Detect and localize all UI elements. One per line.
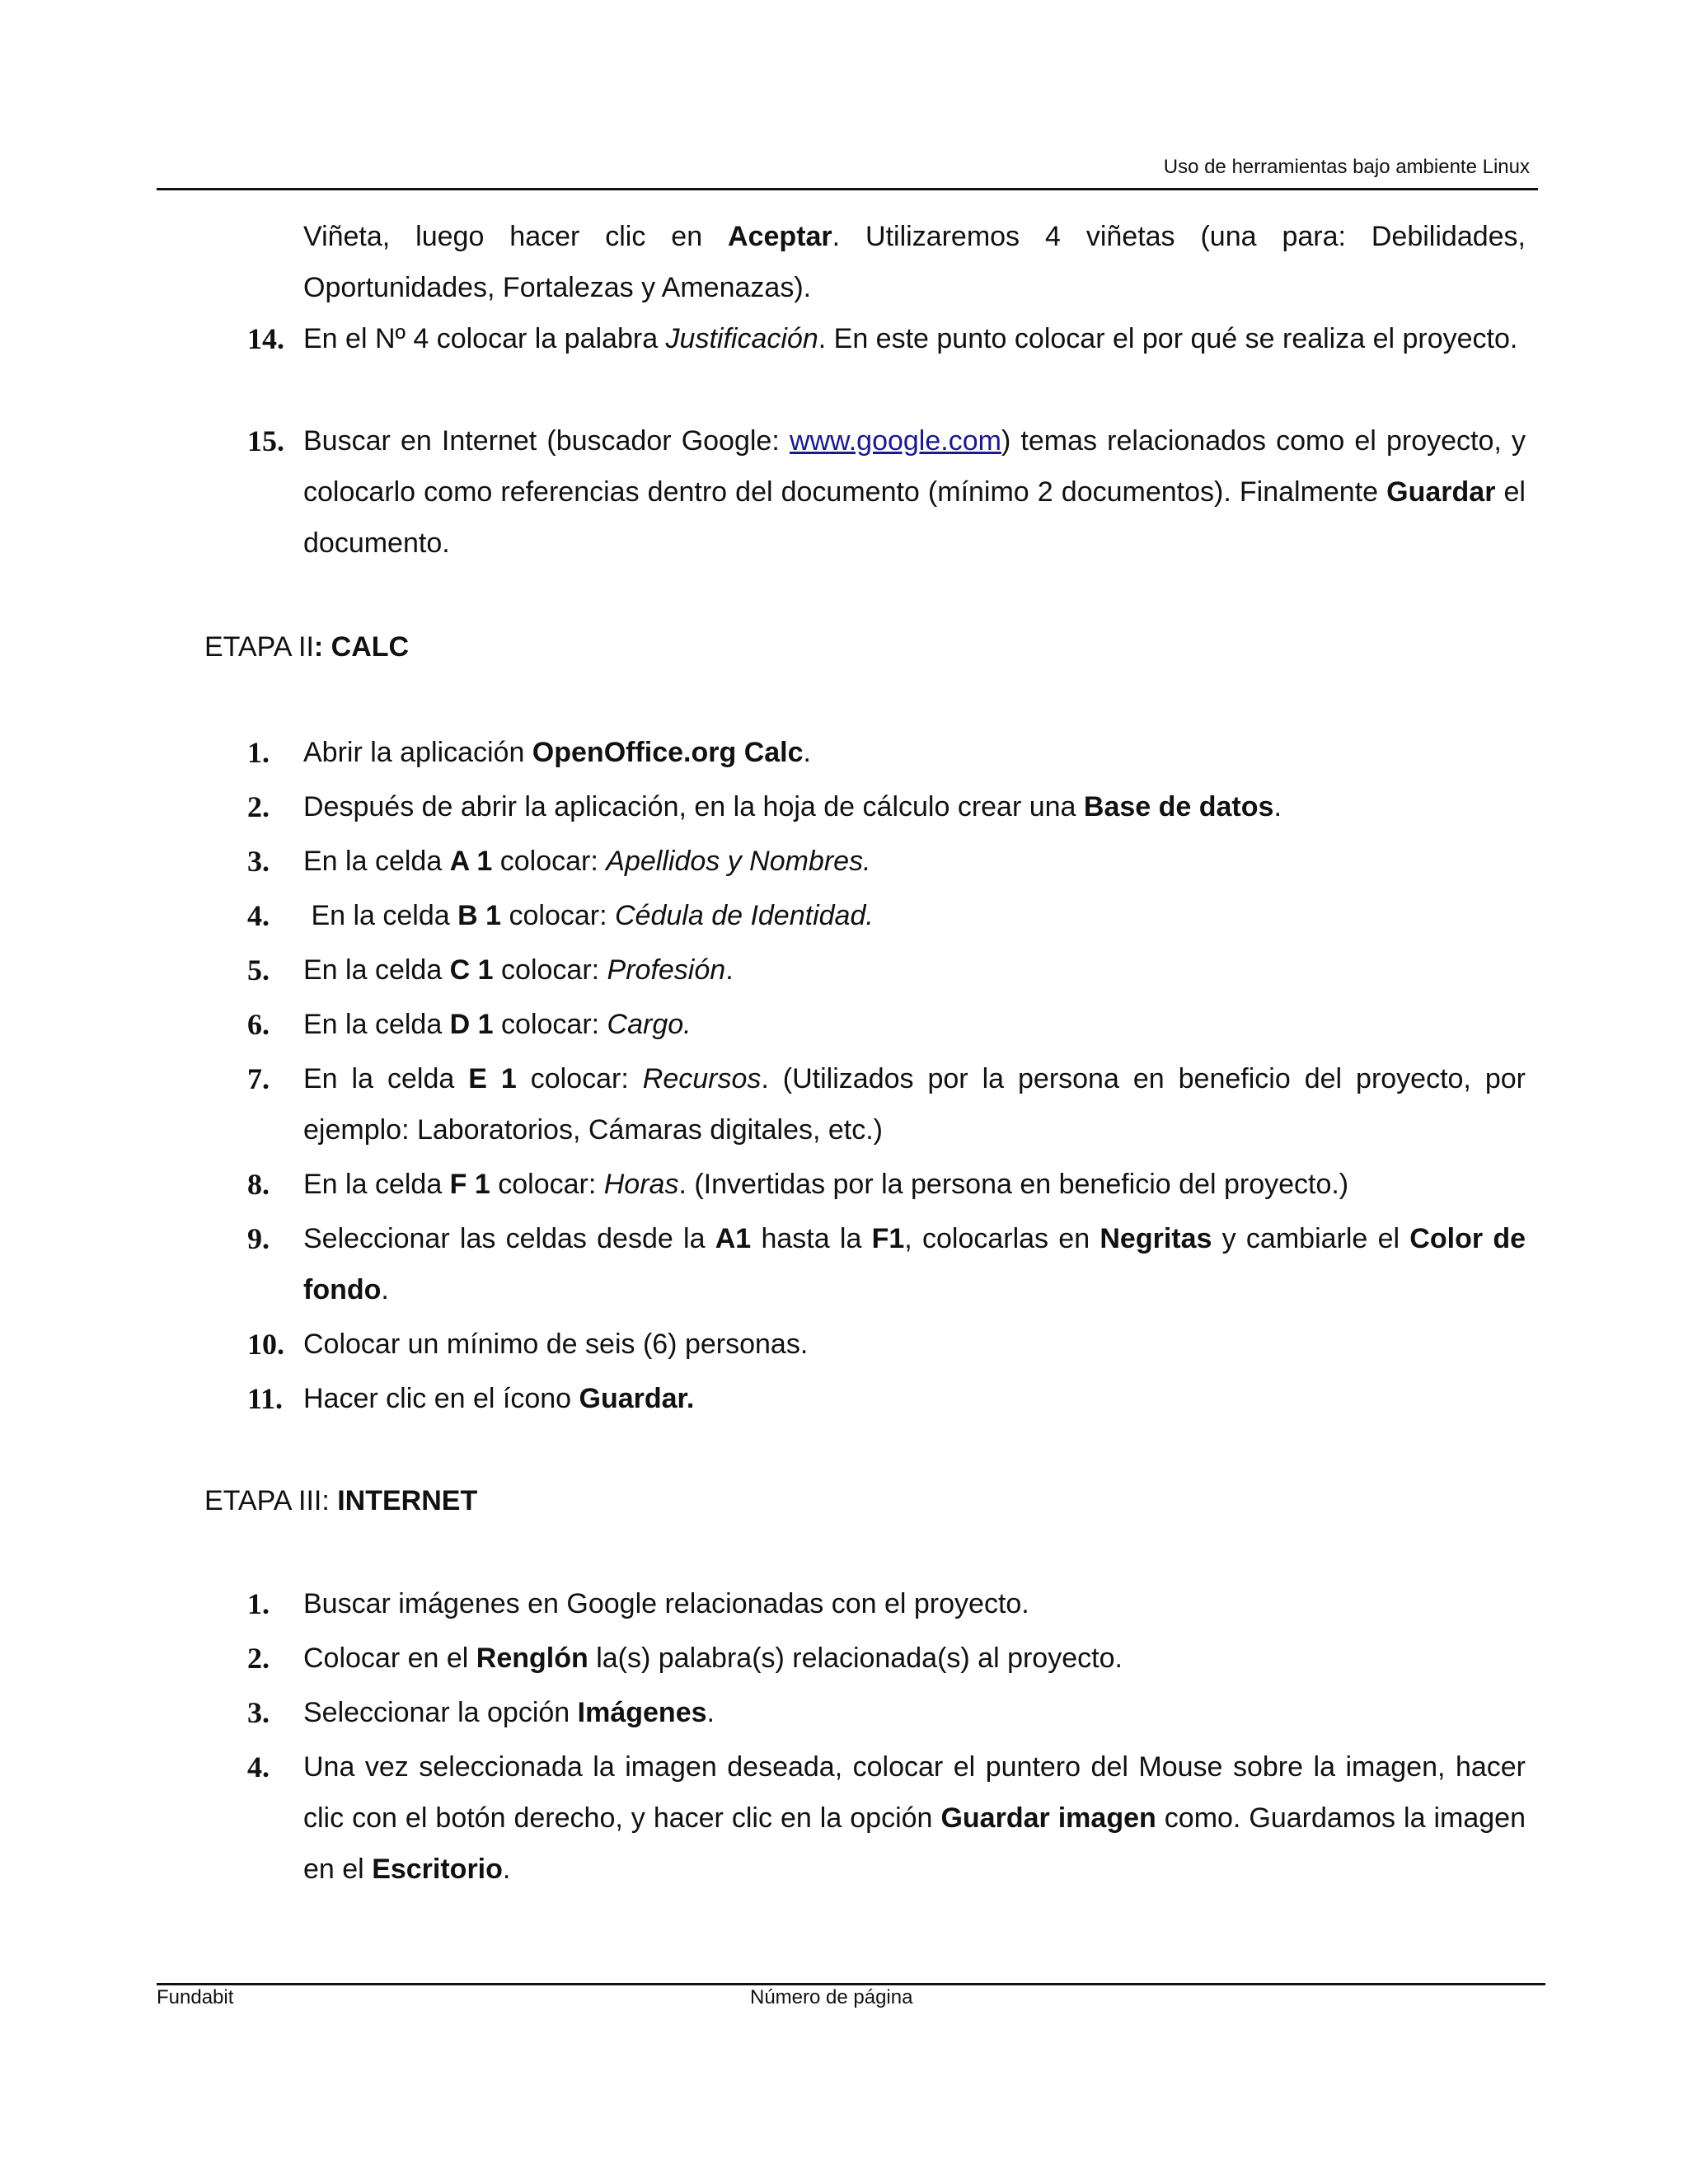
list-item-text — [303, 1633, 1526, 1684]
text-span: Seleccionar la opción — [303, 1697, 578, 1728]
calc-item-1 — [247, 727, 1526, 778]
italic-span: Cédula de Identidad. — [615, 900, 874, 931]
text-span: Colocar un mínimo de seis (6) personas. — [303, 1329, 809, 1360]
list-number: 2. — [247, 1642, 270, 1675]
bold-span: Aceptar — [728, 221, 832, 252]
calc-item-11 — [247, 1373, 1526, 1424]
list-number: 3. — [247, 1696, 270, 1729]
list-number: 4. — [247, 1750, 270, 1783]
italic-span: Justificación — [665, 323, 818, 354]
text-span: . — [706, 1697, 715, 1728]
calc-item-8 — [247, 1159, 1526, 1210]
bold-span: A1 — [715, 1223, 752, 1254]
bold-span: OpenOffice.org Calc — [532, 737, 804, 768]
list-item-text — [303, 727, 1526, 778]
text-span: colocar: — [490, 1169, 604, 1200]
text-span: Colocar en el — [303, 1643, 476, 1674]
text-span: colocar: — [492, 846, 607, 877]
text-span: colocar: — [501, 900, 615, 931]
text-span: . (Invertidas por la persona en beneficio del proyecto.) — [678, 1169, 1349, 1200]
italic-span: Recursos — [642, 1063, 762, 1094]
text-span: Una vez seleccionada la imagen deseada, colocar el puntero del Mouse sobre la imagen, hacer clic con el botón derecho, y hacer clic en la opción — [303, 1751, 1526, 1834]
text-span: . — [381, 1274, 389, 1305]
list-number: 15. — [247, 424, 284, 457]
stage-label: ETAPA III: — [204, 1485, 338, 1516]
calc-item-5 — [247, 944, 1526, 996]
list-item-text — [303, 781, 1526, 832]
text-span: Después de abrir la aplicación, en la hoja de cálculo crear una — [303, 791, 1084, 823]
italic-span: Horas — [603, 1169, 679, 1200]
calc-item-7 — [247, 1053, 1526, 1155]
list-item-15 — [247, 415, 1526, 569]
text-span: . En este punto colocar el por qué se realiza el proyecto. — [818, 323, 1518, 354]
text-span: Viñeta, luego hacer clic en — [303, 221, 729, 252]
text-span: Buscar en Internet (buscador Google: — [303, 425, 790, 457]
bold-span: B 1 — [457, 900, 502, 931]
list-number: 9. — [247, 1222, 270, 1255]
bold-span: Base de datos — [1083, 791, 1274, 823]
text-span: el documento. — [303, 476, 1526, 559]
list-item-text — [303, 313, 1526, 364]
internet-item-1 — [247, 1578, 1526, 1629]
list-item-text — [303, 999, 1526, 1050]
list-number: 1. — [247, 736, 270, 769]
text-span: . — [725, 954, 734, 986]
text-span: y cambiarle el — [1212, 1223, 1410, 1254]
bold-span: F1 — [871, 1223, 905, 1254]
calc-item-2 — [247, 781, 1526, 832]
text-span: ) temas relacionados como el proyecto, y colocarlo como referencias dentro del documento (mínimo 2 documentos). Finalmente — [303, 425, 1526, 508]
header-divider — [157, 188, 1538, 190]
text-span: En la celda — [303, 900, 458, 931]
list-number: 6. — [247, 1008, 270, 1041]
bold-span: Escritorio — [372, 1854, 503, 1885]
text-span: En la celda — [303, 1169, 450, 1200]
list-number: 11. — [247, 1382, 284, 1415]
text-span: . (Utilizados por la persona en beneficio del proyecto, por ejemplo: Laboratorios, Cámaras digitales, etc.) — [303, 1063, 1526, 1146]
text-span: la(s) palabra(s) relacionada(s) al proyecto. — [588, 1643, 1123, 1674]
text-span: En la celda — [303, 954, 450, 986]
calc-item-6 — [247, 999, 1526, 1050]
list-number: 2. — [247, 790, 270, 823]
bold-span: E 1 — [468, 1063, 517, 1094]
text-span: , colocarlas en — [904, 1223, 1100, 1254]
list-item-text — [303, 890, 1526, 941]
stage-title: INTERNET — [337, 1485, 478, 1516]
text-span: colocar: — [493, 954, 607, 986]
list-item-text — [303, 1687, 1526, 1738]
italic-span: Profesión — [607, 954, 726, 986]
list-item-text — [303, 1741, 1526, 1895]
bold-span: Guardar. — [579, 1383, 695, 1414]
text-span: como. Guardamos la imagen en el — [303, 1802, 1526, 1885]
continuation-paragraph — [303, 211, 1526, 313]
text-span: En la celda — [303, 846, 450, 877]
calc-item-9 — [247, 1213, 1526, 1315]
list-item-text — [303, 1159, 1526, 1210]
text-span: colocar: — [493, 1009, 607, 1040]
list-number: 10. — [247, 1328, 284, 1361]
bold-span: Negritas — [1100, 1223, 1212, 1254]
text-span: En la celda — [303, 1063, 469, 1094]
stage-title: : CALC — [313, 631, 410, 663]
list-item-14 — [247, 313, 1526, 364]
list-number: 8. — [247, 1168, 270, 1201]
list-number: 7. — [247, 1062, 270, 1095]
text-span: . — [502, 1854, 511, 1885]
text-span: . Utilizaremos 4 viñetas (una para: Debilidades, Oportunidades, Fortalezas y Amenazas). — [303, 221, 1526, 303]
text-span: hasta la — [751, 1223, 872, 1254]
bold-span: Color de fondo — [303, 1223, 1526, 1305]
bold-span: C 1 — [449, 954, 494, 986]
list-item-text — [303, 944, 1526, 996]
list-number: 4. — [247, 899, 270, 932]
list-item-text — [303, 1053, 1526, 1155]
bold-span: Guardar — [1386, 476, 1496, 508]
footer-page-number: Número de página — [750, 1986, 913, 2008]
internet-item-3 — [247, 1687, 1526, 1738]
page-header-title: Uso de herramientas bajo ambiente Linux — [1163, 156, 1530, 178]
text-span: . — [803, 737, 811, 768]
bold-span: Renglón — [476, 1643, 588, 1674]
text-span: Buscar imágenes en Google relacionadas con el proyecto. — [303, 1588, 1029, 1619]
stage-2-heading — [204, 621, 409, 673]
calc-item-4 — [247, 890, 1526, 941]
calc-item-10 — [247, 1319, 1526, 1370]
italic-span: Apellidos y Nombres. — [606, 846, 871, 877]
internet-item-2 — [247, 1633, 1526, 1684]
text-span: colocar: — [516, 1063, 643, 1094]
text-span: En el Nº 4 colocar la palabra — [303, 323, 666, 354]
calc-item-3 — [247, 836, 1526, 887]
list-item-text — [303, 1578, 1526, 1629]
list-number: 3. — [247, 845, 270, 878]
footer-organization: Fundabit — [157, 1986, 234, 2008]
list-number: 5. — [247, 954, 270, 987]
text-span: . — [1273, 791, 1282, 823]
list-number: 1. — [247, 1587, 270, 1620]
bold-span: F 1 — [449, 1169, 490, 1200]
stage-3-heading — [204, 1475, 477, 1526]
list-item-text — [303, 1319, 1526, 1370]
text-span: Seleccionar las celdas desde la — [303, 1223, 715, 1254]
google-link[interactable]: www.google.com — [789, 425, 1001, 457]
stage-label: ETAPA II — [204, 631, 314, 663]
internet-item-4 — [247, 1741, 1526, 1895]
italic-span: Cargo. — [607, 1009, 692, 1040]
text-span: Abrir la aplicación — [303, 737, 532, 768]
text-span: Hacer clic en el ícono — [303, 1383, 579, 1414]
text-span: En la celda — [303, 1009, 450, 1040]
bold-span: A 1 — [449, 846, 493, 877]
list-item-text — [303, 1373, 1526, 1424]
bold-span: D 1 — [449, 1009, 494, 1040]
bold-span: Imágenes — [577, 1697, 707, 1728]
list-item-text — [303, 1213, 1526, 1315]
bold-span: Guardar imagen — [940, 1802, 1156, 1834]
list-number: 14. — [247, 322, 284, 355]
list-item-text — [303, 415, 1526, 569]
list-item-text — [303, 836, 1526, 887]
